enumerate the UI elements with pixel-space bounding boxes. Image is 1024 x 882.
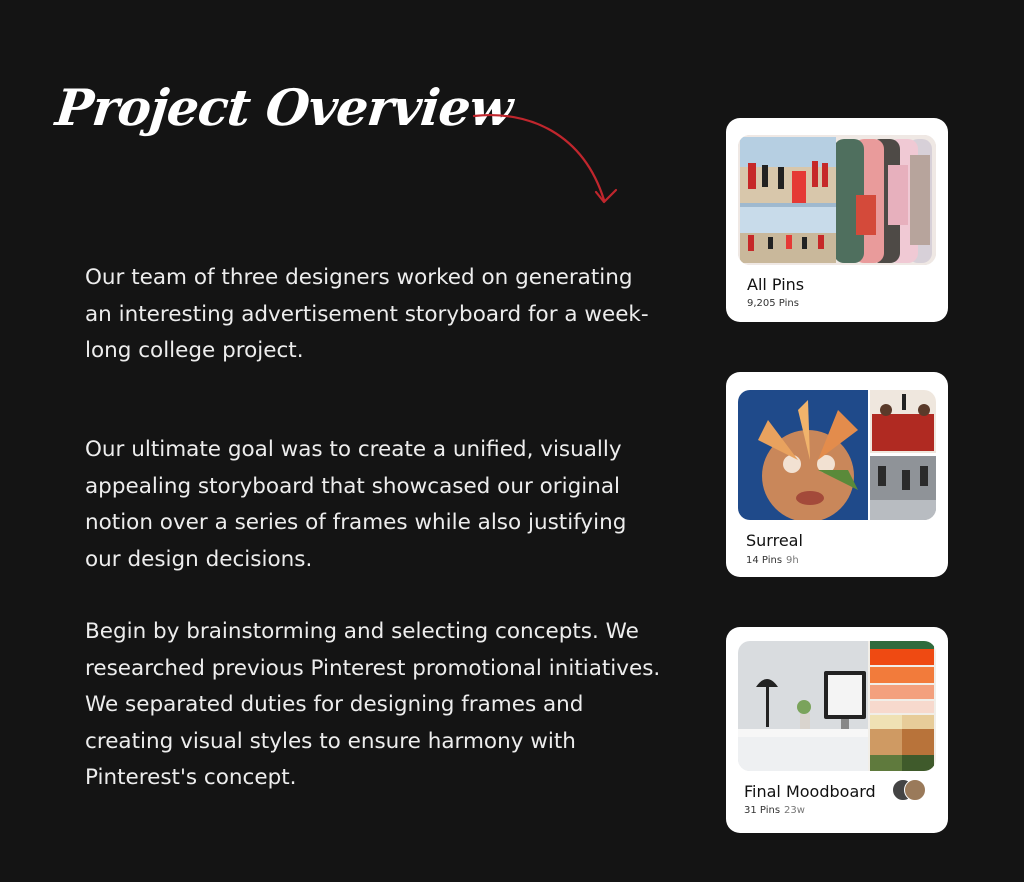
intro-paragraph: Our team of three designers worked on generating an interesting advertisement storyboard for a week-long college project.	[85, 265, 649, 363]
board-name: Final Moodboard	[744, 782, 876, 801]
board-card-all-pins[interactable]	[726, 118, 948, 322]
board-thumbnails	[738, 135, 936, 265]
board-name: All Pins	[747, 275, 805, 294]
board-updated: 23w	[784, 805, 805, 816]
board-updated: 9h	[786, 555, 799, 566]
collaborator-avatars[interactable]	[892, 779, 932, 801]
board-pin-count	[747, 298, 799, 309]
board-meta	[746, 555, 799, 566]
pin-count: 9,205 Pins	[747, 298, 799, 309]
board-cover-image	[738, 390, 936, 520]
board-thumbnails	[738, 641, 936, 771]
board-card-final-moodboard[interactable]	[726, 627, 948, 833]
board-meta	[744, 805, 805, 816]
pin-count: 14 Pins	[746, 555, 783, 566]
board-cover-image	[738, 135, 936, 265]
curved-arrow-icon	[468, 108, 628, 208]
process-paragraph: Begin by brainstorming and selecting concepts. We researched previous Pinterest promotional initiatives. We separated duties for designing frames and creating visual styles to ensure harmony with Pinterest's concept.	[85, 619, 661, 790]
pin-count: 31 Pins	[744, 805, 781, 816]
board-thumbnails	[738, 390, 936, 520]
page-title: Project Overview	[52, 78, 515, 137]
goal-paragraph: Our ultimate goal was to create a unified, visually appealing storyboard that showcased our original notion over a series of frames while also justifying our design decisions.	[85, 437, 627, 572]
avatar	[904, 779, 926, 801]
board-name: Surreal	[746, 531, 803, 550]
board-cover-image	[738, 641, 936, 771]
board-card-surreal[interactable]	[726, 372, 948, 577]
